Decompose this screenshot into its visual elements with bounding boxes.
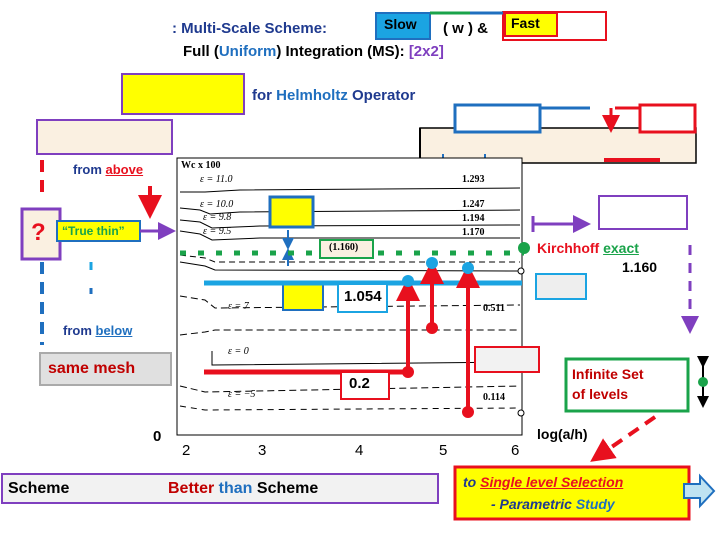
line2-b: ) Integration (MS): [276,43,409,60]
header-prefix: : Multi-Scale Scheme: [172,20,328,37]
scheme-right: Scheme [256,480,319,497]
yellow-title-box [122,74,244,114]
single-level-selection: Single level Selection [480,474,624,490]
study-word: Study [575,496,615,512]
red-dot-2 [426,322,438,334]
curve-label-6: ε = −5 [228,389,256,400]
cyan-dot-1 [402,275,414,287]
scheme-left: Scheme [8,480,70,497]
header-line3 [252,87,415,104]
better-word: Better [168,480,215,497]
better-than-scheme [168,480,318,498]
gray-box-red [475,347,539,372]
line2-tag: [2x2] [408,43,444,60]
line2-a: Full ( [183,43,219,60]
parametric-word: - Parametric [491,496,576,512]
kirchhoff-b: exact [603,240,639,256]
line2-uniform: Uniform [218,43,277,60]
right-purple-box [599,196,687,229]
kirchhoff-value: 1.160 [622,259,658,275]
fast-label: Fast [511,15,540,31]
true-thin-label: “True thin” [62,224,125,238]
curve-value-1: 1.247 [462,199,485,210]
xlabel: log(a/h) [537,426,588,442]
to-word: to [463,474,481,490]
cyan-dot-3 [462,262,474,274]
header-line2 [183,43,444,60]
infinite-b: of levels [572,386,629,402]
curve-value-3: 1.170 [462,227,485,238]
than-word: than [214,480,257,497]
from-below-b: below [95,323,133,338]
curve-label-1: ε = 10.0 [200,199,234,210]
curve-label-3: ε = 9.5 [203,226,232,237]
red-dashed-diagonal [600,417,655,455]
infinite-set-line1 [572,366,644,382]
xtick-2: 2 [182,442,191,459]
from-below-label [63,323,132,338]
line3-c: Operator [347,87,416,104]
red-dot-3 [462,406,474,418]
curve-label-2: ε = 9.8 [203,212,232,223]
xtick-6: 6 [511,442,520,459]
curve-label-4: ε = 7 [228,301,249,312]
selection-line2 [491,496,615,512]
value-02: 0.2 [349,375,370,392]
left-top-box [37,120,172,154]
from-above-b: above [105,162,144,177]
kirchhoff-green-dot [518,242,530,254]
line3-a: for [252,87,277,104]
kirchhoff-a: Kirchhoff [537,240,604,256]
plot-yellow-box-upper [270,197,313,227]
y-zero-label: 0 [153,428,162,445]
value-1054: 1.054 [344,288,382,305]
gray-box-cyan [536,274,586,299]
curve-value-2: 1.194 [462,213,485,224]
paren-value: (1.160) [329,242,359,253]
curve-value-0: 1.293 [462,174,485,185]
plot-ylabel: Wc x 100 [181,160,221,171]
end-marker-lower [518,410,524,416]
end-marker-upper [518,268,524,274]
xtick-3: 3 [258,442,267,459]
curve-label-5: ε = 0 [228,346,249,357]
from-above-a: from [73,162,106,177]
curve-label-0: ε = 11.0 [200,174,233,185]
curve-value-6: 0.114 [483,392,505,403]
curve-value-4: 0.511 [483,303,505,314]
plot-yellow-box-lower [283,283,323,310]
from-below-a: from [63,323,96,338]
double-arrow-dot [698,377,708,387]
red-dot-1 [402,366,414,378]
same-mesh-label: same mesh [48,360,136,377]
question-mark: ? [31,219,46,246]
kirchhoff-label [537,240,639,256]
legend-red-box [640,105,695,132]
xtick-4: 4 [355,442,364,459]
selection-line1 [463,474,623,490]
infinite-set-line2 [572,386,628,402]
cyan-dot-2 [426,257,438,269]
xtick-5: 5 [439,442,448,459]
from-above-label [73,162,143,177]
infinite-a: Infinite Set [572,366,644,382]
legend-blue-box [455,105,540,132]
slow-label: Slow [384,16,417,32]
line3-helmholtz: Helmholtz [276,87,348,104]
w-label: ( w ) & [443,20,488,37]
